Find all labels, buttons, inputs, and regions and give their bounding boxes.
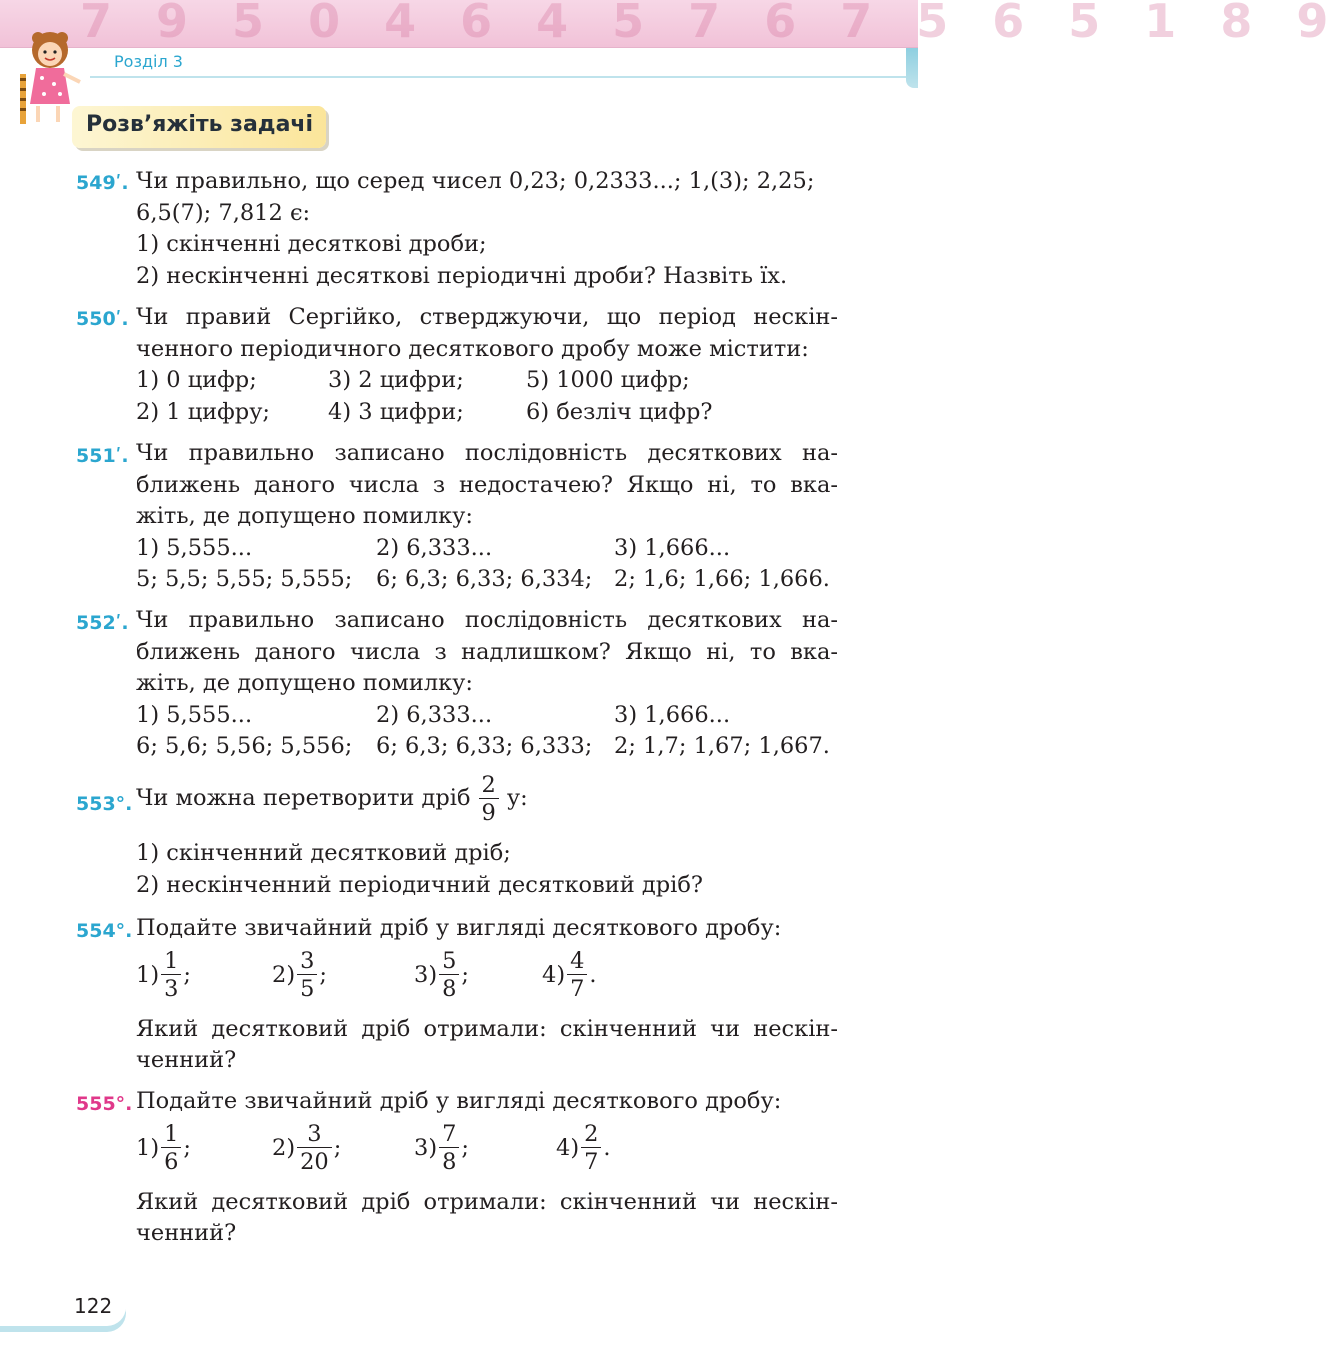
- task-header-title: Розв’яжіть задачі: [86, 112, 314, 137]
- option: 4) 3 цифри;: [328, 398, 464, 425]
- fraction-denominator: 6: [164, 1149, 179, 1175]
- sequences-row: [136, 731, 838, 763]
- fraction-denominator: 7: [570, 976, 585, 1002]
- problem-line: 6,5(7); 7,812 є:: [136, 199, 311, 226]
- fraction-numerator: 1: [161, 1121, 181, 1148]
- fraction: [297, 948, 317, 1003]
- item-end: .: [603, 1134, 611, 1161]
- fraction: [161, 1121, 181, 1176]
- problem-text: у:: [506, 785, 528, 812]
- problem-line: Який десятковий дріб отримали: скінченний чи нескін-: [136, 1188, 838, 1215]
- problem-549: [136, 166, 814, 292]
- problem-553: [136, 768, 703, 901]
- item-label: 3): [414, 961, 438, 988]
- problem-line: ченного періодичного десяткового дробу може містити:: [136, 335, 809, 362]
- problem-number: 553°.: [76, 793, 133, 815]
- top-decorative-band: [0, 0, 1342, 48]
- fraction-denominator: 9: [481, 799, 496, 826]
- fraction-item: [542, 945, 597, 1007]
- fraction: [439, 948, 459, 1003]
- problem-line: ближень даного числа з надлишком? Якщо ні, то вка-: [136, 638, 838, 665]
- problem-line: 2) нескінченний періодичний десятковий дріб?: [136, 871, 703, 898]
- option: 5) 1000 цифр;: [526, 367, 690, 393]
- item-end: ;: [461, 1134, 470, 1161]
- option: 2) 1 цифру;: [136, 398, 271, 425]
- problem-line: [136, 768, 703, 830]
- problem-line: ченний?: [136, 1220, 237, 1246]
- fraction: [479, 772, 499, 827]
- problem-554: [136, 913, 838, 1077]
- given-number: 1) 5,555...: [136, 534, 253, 561]
- section-strip: [906, 48, 918, 88]
- fraction-numerator: 4: [567, 948, 587, 975]
- problem-line: Який десятковий дріб отримали: скінченний чи нескін-: [136, 1015, 838, 1042]
- given-number: 1) 5,555...: [136, 701, 253, 728]
- fraction-denominator: 3: [164, 976, 179, 1002]
- fraction-denominator: 8: [442, 976, 457, 1002]
- problem-line: 1) скінченний десятковий дріб;: [136, 840, 511, 866]
- item-end: ;: [319, 961, 328, 988]
- fraction-numerator: 1: [161, 948, 181, 975]
- numbers-row: [136, 533, 838, 565]
- fraction: [581, 1121, 601, 1176]
- item-label: 1): [136, 1134, 160, 1161]
- item-end: .: [589, 961, 597, 988]
- problem-551: [136, 438, 838, 596]
- fractions-row: [136, 1118, 838, 1180]
- problem-line: Чи правильно, що серед чисел 0,23; 0,2333...; 1,(3); 2,25;: [136, 168, 815, 194]
- fraction-numerator: 5: [439, 948, 459, 975]
- sequence: 2; 1,7; 1,67; 1,667.: [614, 733, 830, 759]
- problem-line: ченний?: [136, 1047, 237, 1073]
- item-label: 2): [272, 961, 296, 988]
- sequence: 5; 5,5; 5,55; 5,555;: [136, 566, 353, 592]
- problem-line: 2) нескінченні десяткові періодичні дроби? Назвіть їх.: [136, 262, 788, 289]
- fraction: [161, 948, 181, 1003]
- section-bar: [90, 48, 918, 78]
- fraction-item: [272, 945, 327, 1007]
- fraction-numerator: 3: [297, 948, 317, 975]
- fractions-row: [136, 945, 838, 1007]
- fraction: [297, 1121, 332, 1176]
- item-end: ;: [333, 1134, 342, 1161]
- problem-line: 1) скінченні десяткові дроби;: [136, 231, 487, 257]
- problem-line: жіть, де допущено помилку:: [136, 503, 473, 529]
- fraction-denominator: 5: [300, 976, 315, 1002]
- problem-number: 549ʹ.: [76, 172, 129, 194]
- sequence: 6; 6,3; 6,33; 6,334;: [376, 566, 593, 592]
- problem-line: ближень даного числа з недостачею? Якщо ні, то вка-: [136, 471, 838, 498]
- fraction-denominator: 8: [442, 1149, 457, 1175]
- fraction-item: [556, 1118, 611, 1180]
- problem-line: жіть, де допущено помилку:: [136, 670, 473, 696]
- problem-555: [136, 1086, 838, 1250]
- given-number: 3) 1,666...: [614, 701, 731, 728]
- decorative-digits: 7 9 5 0 4 6 4 5 7 6 7 5 6 5 1 8 9: [80, 0, 1342, 48]
- fraction-numerator: 7: [439, 1121, 459, 1148]
- item-label: 3): [414, 1134, 438, 1161]
- item-end: ;: [183, 1134, 192, 1161]
- item-label: 2): [272, 1134, 296, 1161]
- problem-line: Чи правильно записано послідовність десяткових на-: [136, 607, 838, 633]
- option: 3) 2 цифри;: [328, 367, 464, 393]
- item-end: ;: [461, 961, 470, 988]
- problem-number: 550ʹ.: [76, 308, 129, 330]
- problem-text: Чи можна перетворити дріб: [136, 785, 471, 812]
- fraction: [439, 1121, 459, 1176]
- item-label: 1): [136, 961, 160, 988]
- sequences-row: [136, 564, 838, 596]
- fraction-numerator: 3: [297, 1121, 332, 1148]
- problem-line: Подайте звичайний дріб у вигляді десяткового дробу:: [136, 1088, 782, 1114]
- page-number: 122: [74, 1294, 113, 1318]
- options-row: [136, 397, 838, 429]
- numbers-row: [136, 700, 838, 732]
- problem-line: Подайте звичайний дріб у вигляді десяткового дробу:: [136, 915, 782, 941]
- sequence: 2; 1,6; 1,66; 1,666.: [614, 566, 830, 592]
- problem-552: [136, 605, 838, 763]
- problem-line: Чи правильно записано послідовність десяткових на-: [136, 440, 838, 466]
- options-row: [136, 365, 838, 397]
- item-label: 4): [556, 1134, 580, 1161]
- given-number: 3) 1,666...: [614, 534, 731, 561]
- problem-number: 551ʹ.: [76, 445, 129, 467]
- problem-550: [136, 302, 838, 428]
- fraction-item: [414, 1118, 469, 1180]
- problem-line: Чи правий Сергійко, стверджуючи, що період нескін-: [136, 304, 838, 330]
- fraction-numerator: 2: [479, 772, 499, 799]
- problem-number: 554°.: [76, 920, 133, 942]
- fraction-denominator: 20: [300, 1149, 329, 1175]
- fraction: [567, 948, 587, 1003]
- option: 1) 0 цифр;: [136, 367, 257, 393]
- problem-number: 552ʹ.: [76, 612, 129, 634]
- given-number: 2) 6,333...: [376, 534, 493, 561]
- fraction-denominator: 7: [584, 1149, 599, 1175]
- item-label: 4): [542, 961, 566, 988]
- fraction-item: [136, 1118, 191, 1180]
- fraction-item: [136, 945, 191, 1007]
- fraction-numerator: 2: [581, 1121, 601, 1148]
- fraction-item: [272, 1118, 341, 1180]
- section-label: Розділ 3: [114, 52, 183, 71]
- item-end: ;: [183, 961, 192, 988]
- sequence: 6; 6,3; 6,33; 6,333;: [376, 733, 593, 759]
- problem-number: 555°.: [76, 1093, 133, 1115]
- fraction-item: [414, 945, 469, 1007]
- given-number: 2) 6,333...: [376, 701, 493, 728]
- sequence: 6; 5,6; 5,56; 5,556;: [136, 733, 353, 759]
- option: 6) безліч цифр?: [526, 398, 713, 425]
